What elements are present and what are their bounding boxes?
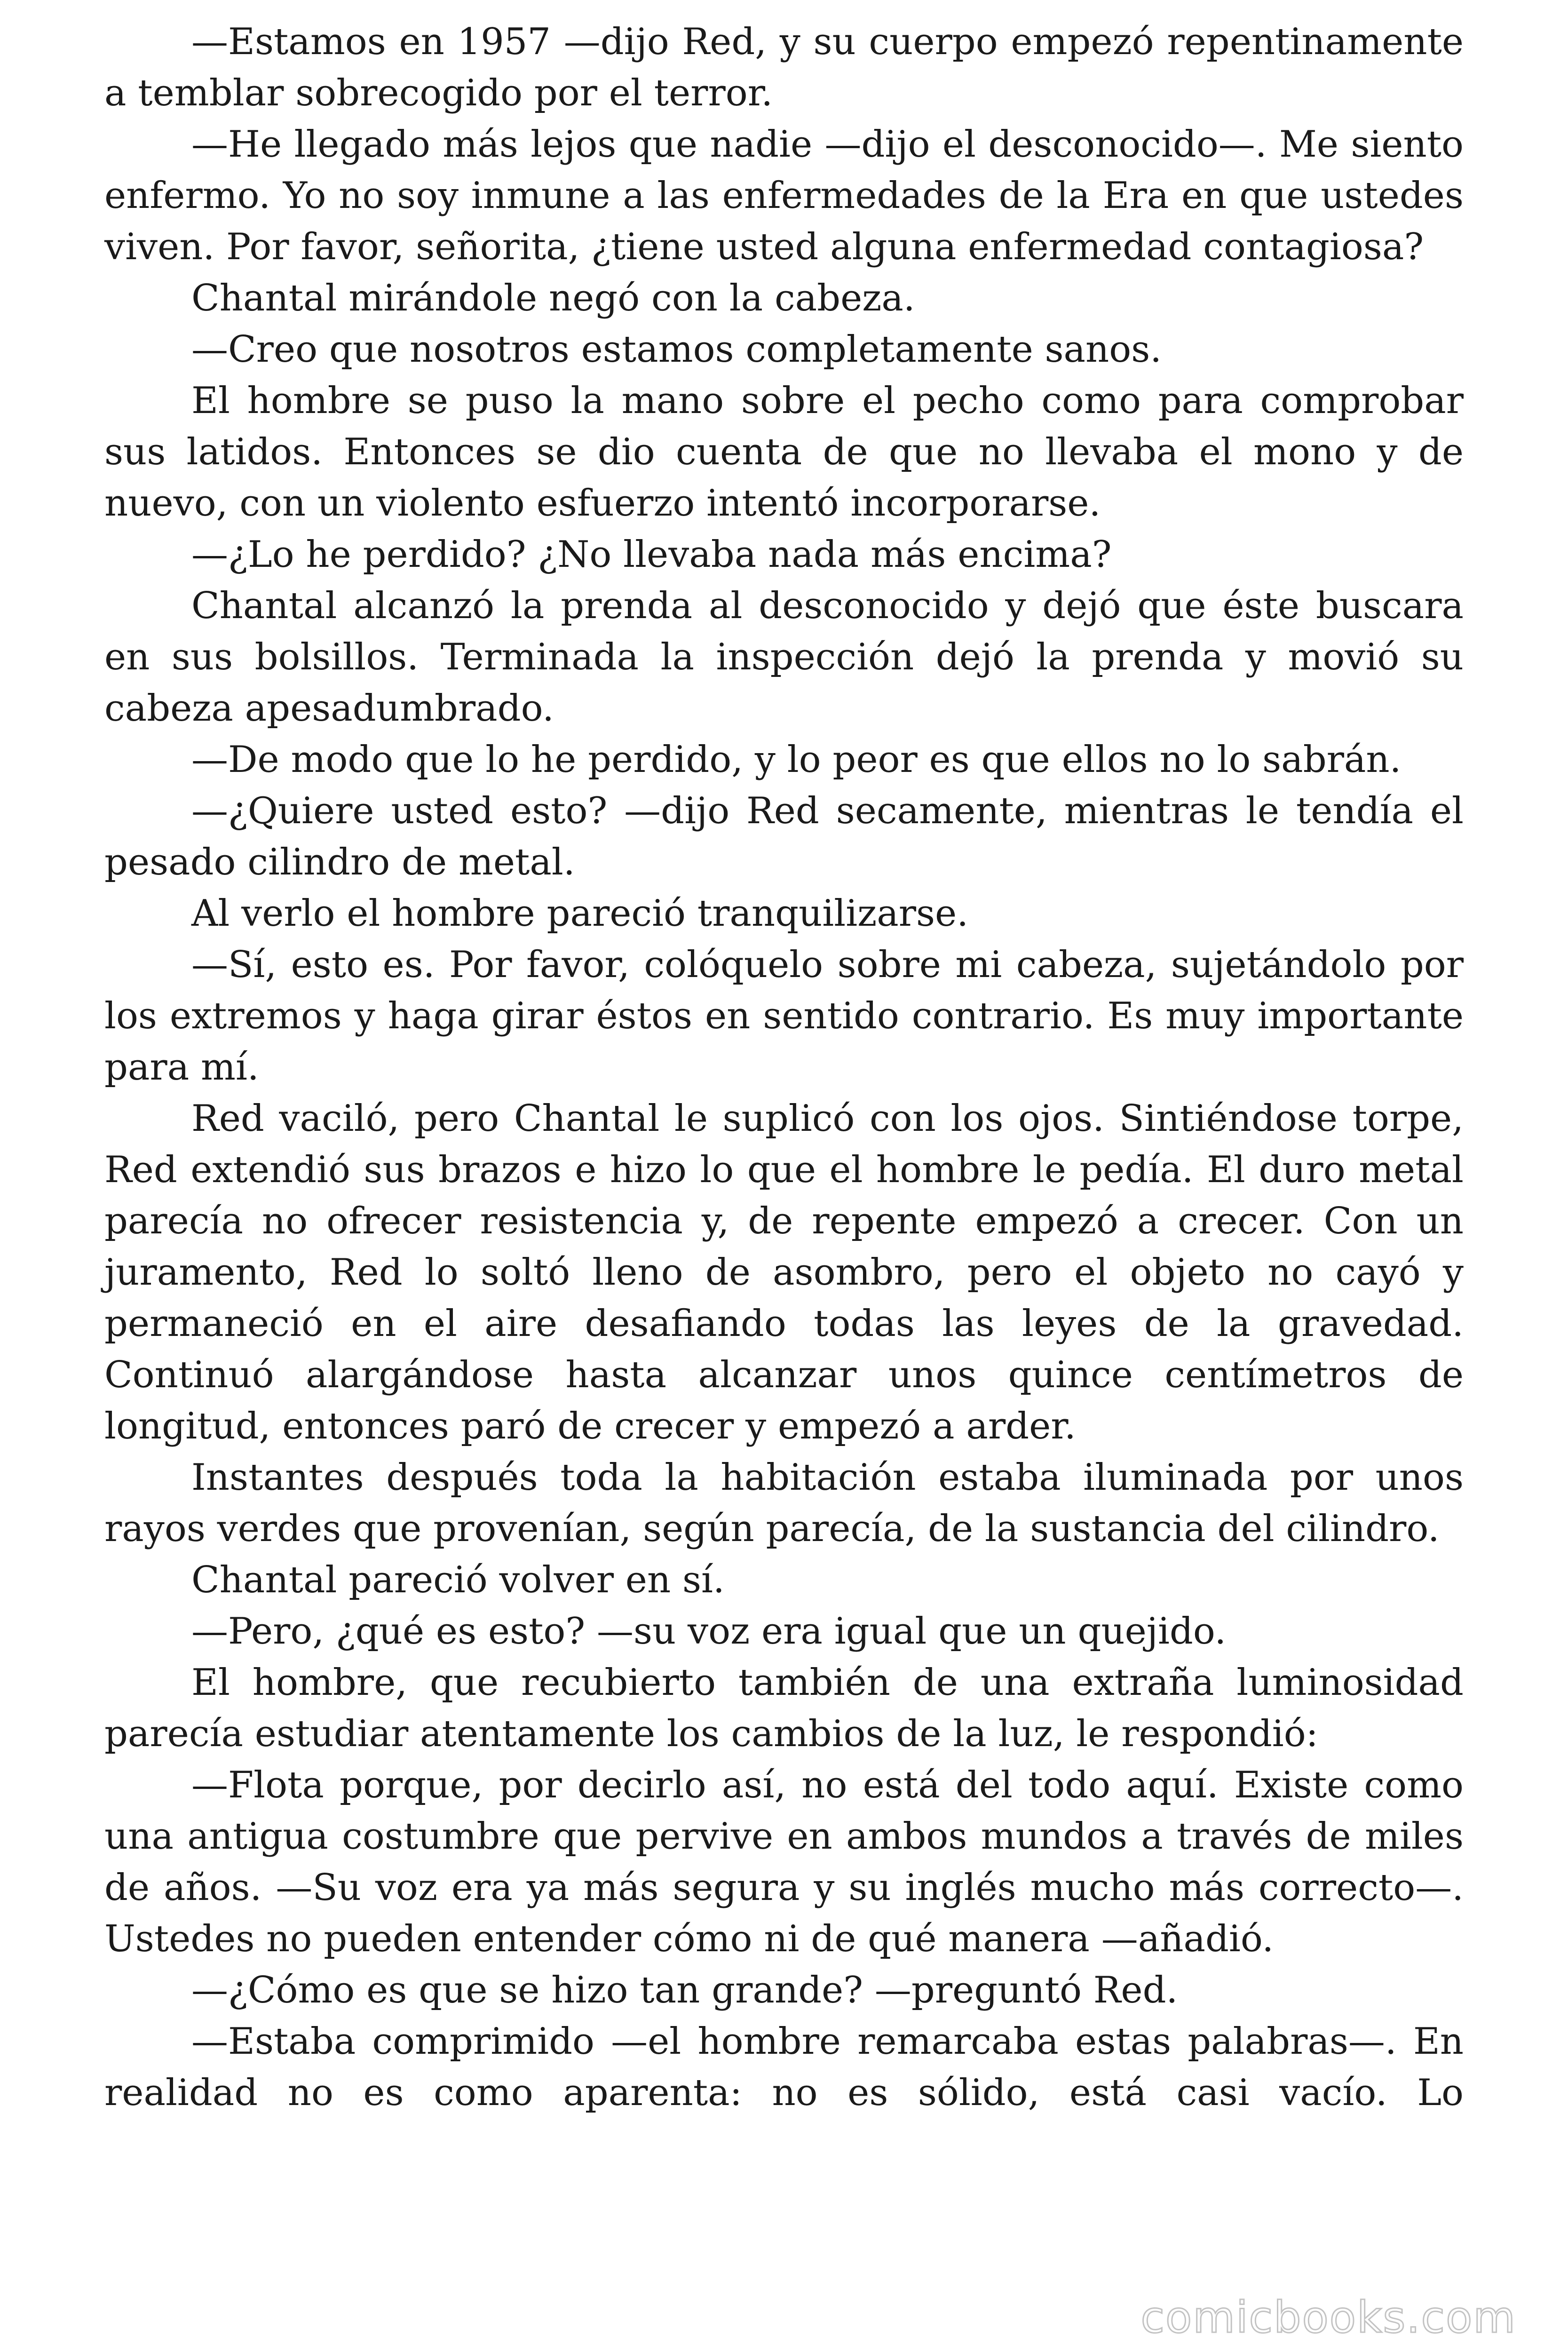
book-page-text [104, 16, 1464, 2119]
watermark-text: comicbooks.com [1140, 2292, 1516, 2343]
paragraph-11: —Sí, esto es. Por favor, colóquelo sobre mi cabeza, sujetándolo por los extremos y haga girar éstos en sentido contrario. Es muy importante para mí. [104, 944, 1464, 1089]
paragraph-12: Red vaciló, pero Chantal le suplicó con los ojos. Sintiéndose torpe, Red extendió sus brazos e hizo lo que el hombre le pedía. El duro metal parecía no ofrecer resistencia y, de repente empezó a crecer. Con un juramento, Red lo soltó lleno de asombro, pero el objeto no cayó y permaneció en el aire desafiando todas las leyes de la gravedad. Continuó alargándose hasta alcanzar unos quince centímetros de longitud, entonces paró de crecer y empezó a arder. [104, 1097, 1464, 1447]
paragraph-10: Al verlo el hombre pareció tranquilizarse. [191, 892, 969, 935]
paragraph-18: —¿Cómo es que se hizo tan grande? —preguntó Red. [191, 1969, 1178, 2011]
paragraph-4: —Creo que nosotros estamos completamente sanos. [191, 328, 1162, 371]
paragraph-5: El hombre se puso la mano sobre el pecho como para comprobar sus latidos. Entonces se dio cuenta de que no llevaba el mono y de nuevo, con un violento esfuerzo intentó incorporarse. [104, 380, 1464, 524]
paragraph-3: Chantal mirándole negó con la cabeza. [191, 277, 915, 319]
paragraph-8: —De modo que lo he perdido, y lo peor es que ellos no lo sabrán. [191, 739, 1402, 781]
paragraph-14: Chantal pareció volver en sí. [191, 1559, 725, 1601]
paragraph-17: —Flota porque, por decirlo así, no está del todo aquí. Existe como una antigua costumbre que pervive en ambos mundos a través de miles de años. —Su voz era ya más segura y su inglés mucho más correcto—. Ustedes no pueden entender cómo ni de qué manera —añadió. [104, 1764, 1464, 1960]
paragraph-19: —Estaba comprimido —el hombre remarcaba estas palabras—. En realidad no es como aparenta: no es sólido, está casi vacío. Lo [104, 2020, 1464, 2114]
paragraph-13: Instantes después toda la habitación estaba iluminada por unos rayos verdes que provenían, según parecía, de la sustancia del cilindro. [104, 1456, 1464, 1550]
paragraph-16: El hombre, que recubierto también de una extraña luminosidad parecía estudiar atentamente los cambios de la luz, le respondió: [104, 1661, 1464, 1755]
paragraph-1: —Estamos en 1957 —dijo Red, y su cuerpo empezó repentinamente a temblar sobrecogido por el terror. [104, 21, 1464, 114]
paragraph-6: —¿Lo he perdido? ¿No llevaba nada más encima? [191, 533, 1112, 576]
paragraph-2: —He llegado más lejos que nadie —dijo el desconocido—. Me siento enfermo. Yo no soy inmune a las enfermedades de la Era en que ustedes viven. Por favor, señorita, ¿tiene usted alguna enfermedad contagiosa? [104, 123, 1464, 268]
paragraph-15: —Pero, ¿qué es esto? —su voz era igual que un quejido. [191, 1610, 1227, 1653]
paragraph-9: —¿Quiere usted esto? —dijo Red secamente, mientras le tendía el pesado cilindro de metal. [104, 790, 1464, 883]
paragraph-7: Chantal alcanzó la prenda al desconocido y dejó que éste buscara en sus bolsillos. Terminada la inspección dejó la prenda y movió su cabeza apesadumbrado. [104, 585, 1464, 730]
